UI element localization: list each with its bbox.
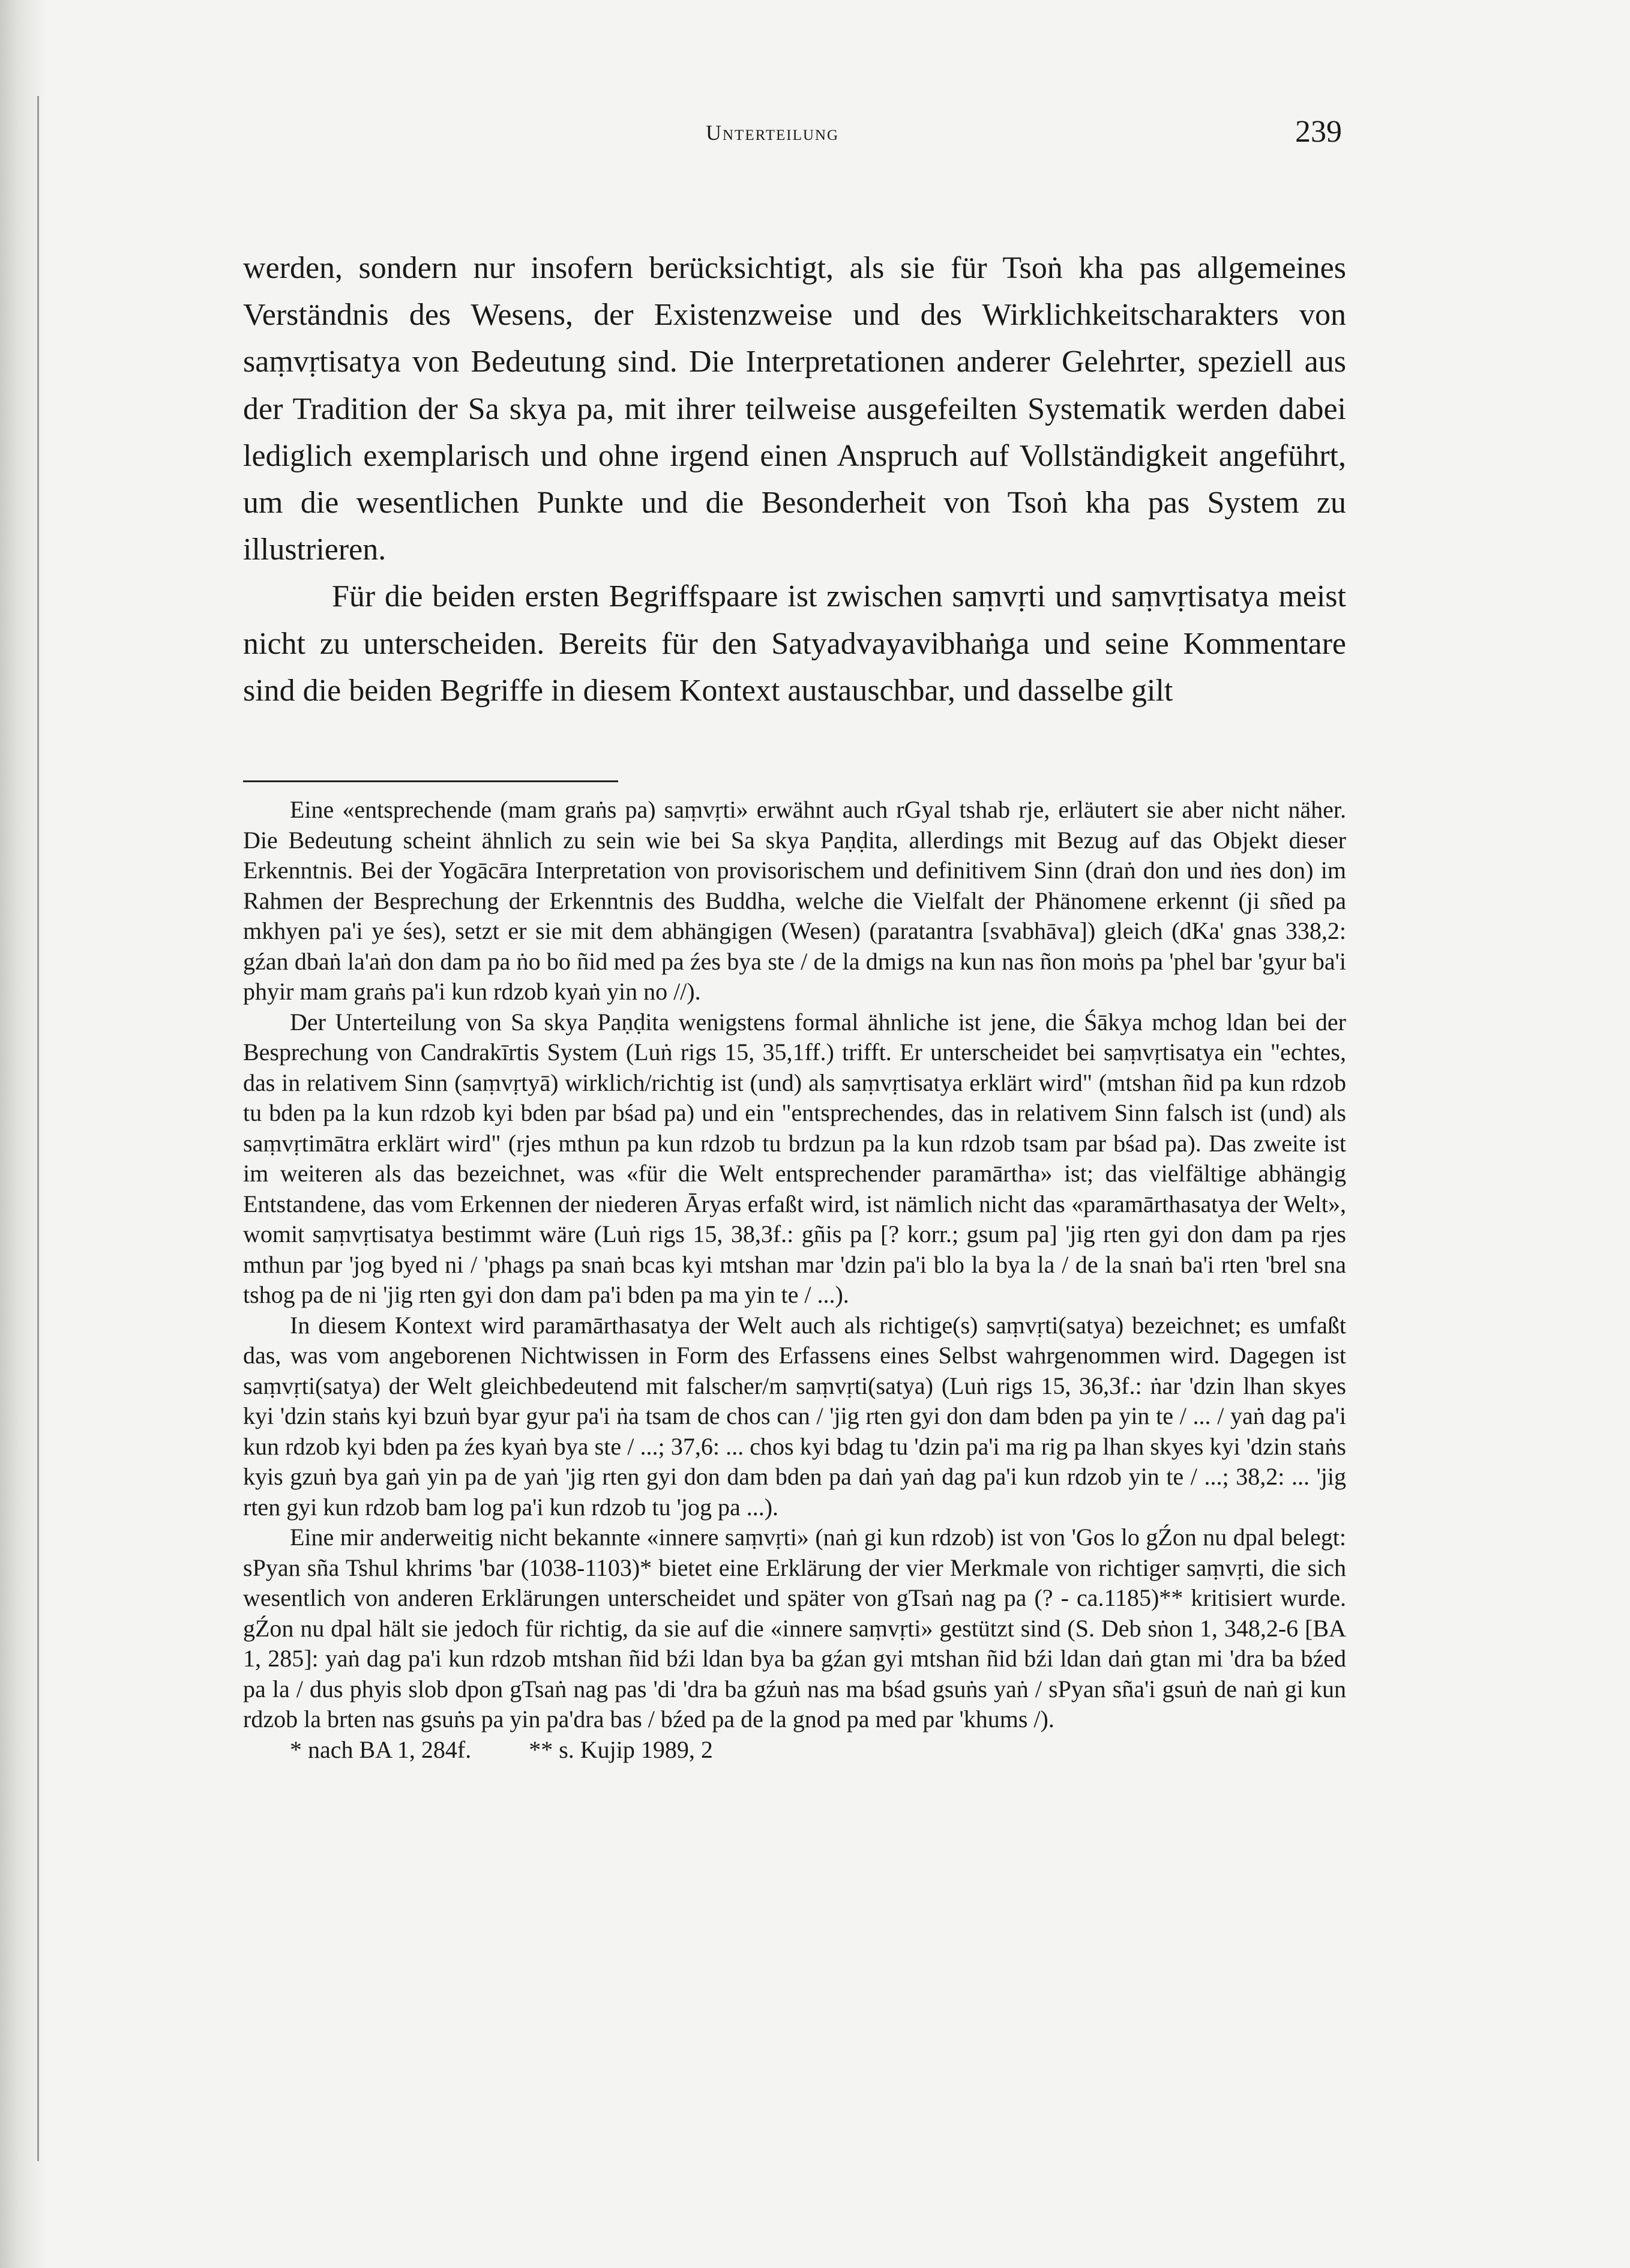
star-note-2: ** s. Kujip 1989, 2: [529, 1736, 713, 1763]
footnotes: [243, 795, 1346, 1765]
book-binding-shadow: [0, 0, 47, 2268]
body-paragraph-1: werden, sondern nur insofern berücksichtigt, als sie für Tsoṅ kha pas allgemeines Verständnis des Wesens, der Existenzweise und des Wirklichkeitscharakters von saṃvṛtisatya von Bedeutung sind. Die Interpretationen anderer Gelehrter, speziell aus der Tradition der Sa skya pa, mit ihrer teilweise ausgefeilten Systematik werden dabei lediglich exemplarisch und ohne irgend einen Anspruch auf Vollständigkeit angeführt, um die wesentlichen Punkte und die Besonderheit von Tsoṅ kha pas System zu illustrieren.: [243, 251, 1346, 567]
footnote-paragraph-4: Eine mir anderweitig nicht bekannte «innere saṃvṛti» (naṅ gi kun rdzob) ist von 'Gos lo gŹon nu dpal belegt: sPyan sña Tshul khrims 'bar (1038-1103)* bietet eine Erklärung der vier Merkmale von richtiger saṃvṛti, die sich wesentlich von anderen Erklärungen unterscheidet und später von gTsaṅ nag pa (? - ca.1185)** kritisiert wurde. gŹon nu dpal hält sie jedoch für richtig, da sie auf die «innere saṃvṛti» gestützt sind (S. Deb sṅon 1, 348,2-6 [BA 1, 285]: yaṅ dag pa'i kun rdzob mtshan ñid bźi ldan bya ba gźan gyi mtshan ñid bźi ldan daṅ gtan mi 'dra ba bźed pa la / dus phyis slob dpon gTsaṅ nag pas 'di 'dra ba gźuṅ nas ma bśad gsuṅs yaṅ / sPyan sña'i gsuṅ de naṅ gi kun rdzob la brten nas gsuṅs pa yin pa'dra bas / bźed pa de la gnod pa med par 'khums /).: [243, 1524, 1346, 1733]
star-note-1: * nach BA 1, 284f.: [290, 1736, 472, 1763]
footnote-separator: [243, 780, 618, 782]
page-number: 239: [1295, 115, 1342, 149]
running-head: Unterteilung: [706, 121, 840, 145]
main-text: [243, 245, 1346, 714]
footnote-paragraph-1: Eine «entsprechende (mam graṅs pa) saṃvṛti» erwähnt auch rGyal tshab rje, erläutert sie aber nicht näher. Die Bedeutung scheint ähnlich zu sein wie bei Sa skya Paṇḍita, allerdings mit Bezug auf das Objekt dieser Erkenntnis. Bei der Yogācāra Interpretation von provisorischem und definitivem Sinn (draṅ don und ṅes don) im Rahmen der Besprechung der Erkenntnis des Buddha, welche die Vielfalt der Phänomene erkennt (ji sñed pa mkhyen pa'i ye śes), setzt er sie mit dem abhängigen (Wesen) (paratantra [svabhāva]) gleich (dKa' gnas 338,2: gźan dbaṅ la'aṅ don dam pa ṅo bo ñid med pa źes bya ste / de la dmigs na kun nas ñon moṅs pa 'phel bar 'gyur ba'i phyir mam graṅs pa'i kun rdzob kyaṅ yin no //).: [243, 796, 1346, 1005]
footnote-paragraph-3: In diesem Kontext wird paramārthasatya der Welt auch als richtige(s) saṃvṛti(satya) bezeichnet; es umfaßt das, was vom angeborenen Nichtwissen in Form des Erfassens eines Selbst wahrgenommen wird. Dagegen ist saṃvṛti(satya) der Welt gleichbedeutend mit falscher/m saṃvṛti(satya) (Luṅ rigs 15, 36,3f.: ṅar 'dzin lhan skyes kyi 'dzin staṅs kyi bzuṅ byar gyur pa'i ṅa tsam de chos can / 'jig rten gyi don dam bden pa yin te / ... / yaṅ dag pa'i kun rdzob kyi bden pa źes kyaṅ bya ste / ...; 37,6: ... chos kyi bdag tu 'dzin pa'i ma rig pa lhan skyes kyi 'dzin staṅs kyis gzuṅ bya gaṅ yin pa de yaṅ 'jig rten gyi don dam bden pa daṅ yaṅ dag pa'i kun rdzob yin te / ...; 38,2: ... 'jig rten gyi kun rdzob bam log pa'i kun rdzob tu 'jog pa ...).: [243, 1311, 1346, 1521]
body-paragraph-2: Für die beiden ersten Begriffspaare ist zwischen saṃvṛti und saṃvṛtisatya meist nicht zu unterscheiden. Bereits für den Satyadvayavibhaṅga und seine Kommentare sind die beiden Begriffe in diesem Kontext austauschbar, und dasselbe gilt: [243, 579, 1346, 708]
star-notes: [243, 1735, 1346, 1766]
footnote-paragraph-2: Der Unterteilung von Sa skya Paṇḍita wenigstens formal ähnliche ist jene, die Śākya mchog ldan bei der Besprechung von Candrakīrtis System (Luṅ rigs 15, 35,1ff.) trifft. Er unterscheidet bei saṃvṛtisatya ein "echtes, das in relativem Sinn (saṃvṛtyā) wirklich/richtig ist (und) als saṃvṛtisatya erklärt wird" (mtshan ñid pa kun rdzob tu bden pa la kun rdzob kyi bden par bśad pa) und ein "entsprechendes, das in relativem Sinn falsch ist (und) als saṃvṛtimātra erklärt wird" (rjes mthun pa kun rdzob tu brdzun pa la kun rdzob tsam par bśad pa). Das zweite ist im weiteren als das bezeichnet, was «für die Welt entsprechender paramārtha» ist; das vielfältige abhängig Entstandene, das vom Erkennen der niederen Āryas erfaßt wird, ist nämlich nicht das «paramārthasatya der Welt», womit saṃvṛtisatya bestimmt wäre (Luṅ rigs 15, 38,3f.: gñis pa [? korr.; gsum pa] 'jig rten gyi don dam pa rjes mthun par 'jog byed ni / 'phags pa snaṅ bcas kyi mtshan mar 'dzin pa'i blo la bya la / de la snaṅ ba'i rten 'brel sna tshog pa de ni 'jig rten gyi don dam pa'i bden pa ma yin te / ...).: [243, 1008, 1346, 1308]
gutter-line: [37, 96, 39, 2161]
page-header: [0, 114, 1630, 156]
